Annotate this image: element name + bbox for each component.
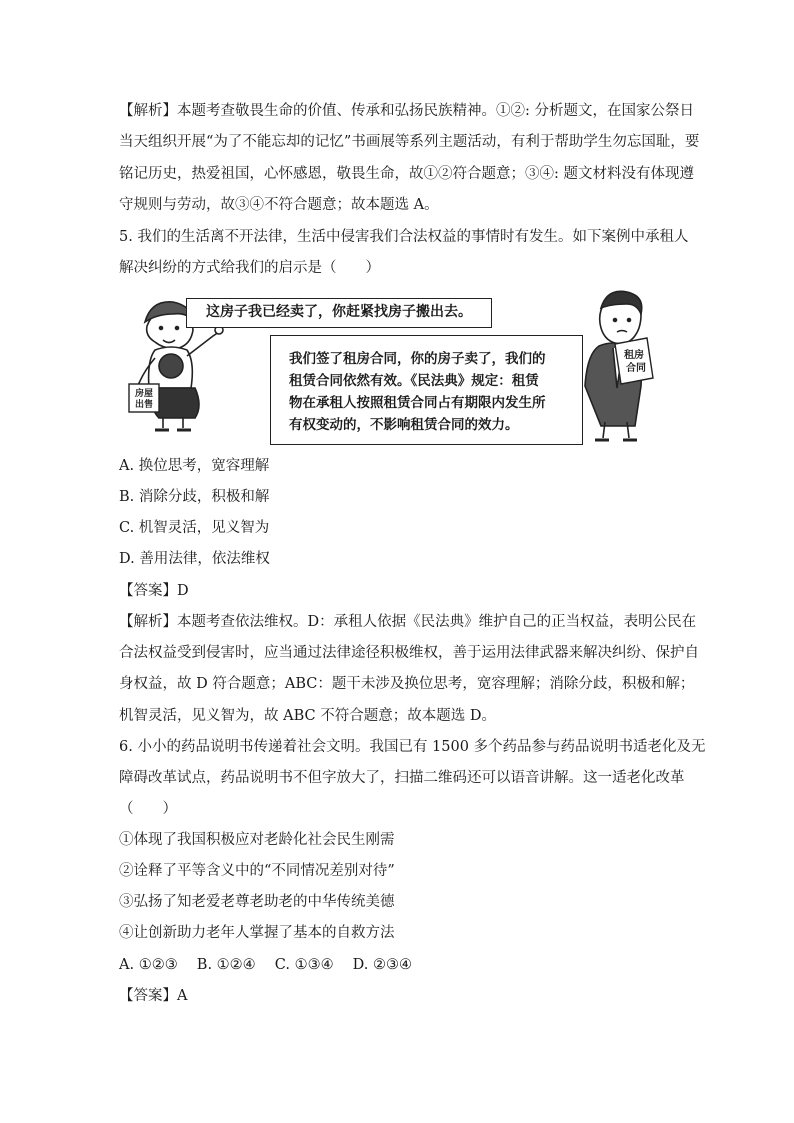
sign-left-line-2: 出售 (134, 400, 154, 410)
question-6-stem-line-2: 障碍改革试点，药品说明书不但字放大了，扫描二维码还可以语音讲解。这一适老化改革 (119, 770, 685, 786)
tenant-speech-bubble (270, 335, 583, 445)
question-5-stem-line-1: 5. 我们的生活离不开法律，生活中侵害我们合法权益的事情时有发生。如下案例中承租人 (119, 229, 689, 245)
lease-contract-sign (615, 338, 653, 384)
explanation-line-4: 机智灵活，见义智为，故 ABC 不符合题意；故本题选 D。 (119, 708, 496, 724)
landlord-speech-bubble: 这房子我已经卖了，你赶紧找房子搬出去。 (186, 298, 492, 328)
tenant-speech-line-2: 租赁合同依然有效。《民法典》规定：租赁 (289, 373, 539, 389)
sign-right-line-2: 合同 (626, 363, 646, 374)
tenant-speech-line-4: 有权变动的，不影响租赁合同的效力。 (289, 417, 519, 433)
analysis-line-1: 【解析】本题考查敬畏生命的价值、传承和弘扬民族精神。①②: 分析题文，在国家公祭日 (119, 103, 694, 119)
question-6-options: A. ①②③ B. ①②④ C. ①③④ D. ②③④ (119, 957, 413, 973)
explanation-line-3: 身权益，故 D 符合题意；ABC：题干未涉及换位思考，宽容理解；消除分歧，积极和解； (119, 676, 695, 692)
statement-4: ④让创新助力老年人掌握了基本的自救方法 (119, 925, 395, 941)
explanation-line-1: 【解析】本题考查依法维权。D：承租人依据《民法典》维护自己的正当权益，表明公民在 (119, 614, 697, 630)
analysis-line-3: 铭记历史，热爱祖国，心怀感恩，敬畏生命，故①②符合题意；③④: 题文材料没有体现遵 (119, 166, 694, 182)
tenant-speech-line-3: 物在承租人按照租赁合同占有期限内发生所 (289, 395, 546, 411)
question-5-stem-line-2: 解决纠纷的方式给我们的启示是（ ） (119, 260, 380, 276)
sign-right-line-1: 租房 (624, 350, 644, 361)
analysis-line-4: 守规则与劳动，故③④不符合题意；故本题选 A。 (119, 197, 439, 213)
option-b: B. 消除分歧，积极和解 (119, 489, 270, 505)
question-6-stem-line-1: 6. 小小的药品说明书传递着社会文明。我国已有 1500 多个药品参与药品说明书适老化及无 (119, 739, 706, 755)
explanation-line-2: 合法权益受到侵害时，应当通过法律途径积极维权，善于运用法律武器来解决纠纷、保护自 (119, 645, 699, 661)
sign-left-line-1: 房屋 (134, 389, 154, 399)
house-sale-sign (129, 384, 159, 412)
statement-1: ①体现了我国积极应对老龄化社会民生刚需 (119, 832, 395, 848)
question-6-stem-line-3: （ ） (119, 801, 177, 817)
option-c: C. 机智灵活，见义智为 (119, 520, 270, 536)
analysis-line-2: 当天组织开展“为了不能忘却的记忆”书画展等系列主题活动，有利于帮助学生勿忘国耻，要 (119, 134, 700, 150)
statement-2: ②诠释了平等含义中的“不同情况差别对待” (119, 863, 395, 879)
option-d: D. 善用法律，依法维权 (119, 551, 270, 567)
option-a: A. 换位思考，宽容理解 (119, 458, 270, 474)
answer-5: 【答案】D (119, 583, 189, 599)
tenant-speech-line-1: 我们签了租房合同，你的房子卖了，我们的 (289, 351, 546, 367)
statement-3: ③弘扬了知老爱老尊老助老的中华传统美德 (119, 894, 395, 910)
answer-6: 【答案】A (119, 988, 188, 1004)
